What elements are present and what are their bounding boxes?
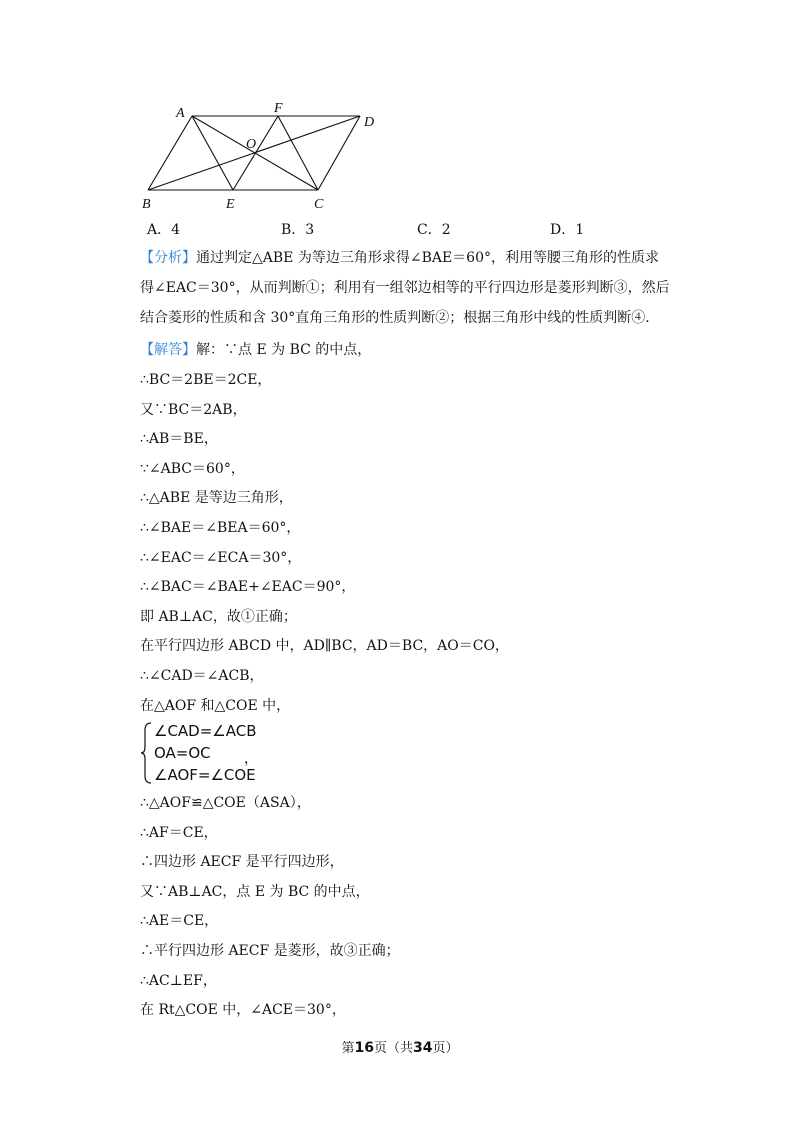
solution-first-line [140,340,371,360]
solution-line: ∴四边形 AECF 是平行四边形， [140,854,344,871]
choice-d: D．1 [550,222,585,238]
solution-line: ∴平行四边形 AECF 是菱形，故③正确； [140,943,400,959]
label-e: E [226,197,235,212]
footer-total-pages: 34 [413,1040,433,1056]
label-o: O [246,137,257,152]
analysis-tag: 【分析】 [140,250,196,266]
solution-line: ∴∠BAC＝∠BAE+∠EAC＝90°， [140,579,356,596]
segment-fe [233,116,278,190]
solution-first-text: 解：∵点 E 为 BC 的中点， [196,342,372,358]
label-b: B [142,197,151,212]
label-d: D [364,115,375,130]
solution-line: ∴AF＝CE， [140,824,218,841]
solution-line: ∴△ABE 是等边三角形， [140,490,293,507]
solution-line: ∴BC＝2BE＝2CE， [140,372,272,388]
solution-line: 即 AB⊥AC，故①正确； [140,608,297,625]
solution-line: ∴∠BAE＝∠BEA＝60°， [140,520,301,536]
solution-line: ∵∠ABC＝60°， [140,460,245,477]
solution-line: 在 Rt△COE 中，∠ACE＝30°， [140,1002,346,1019]
segment-ae [192,116,233,190]
answer-choices [147,219,707,239]
solution-line: ∴∠EAC＝∠ECA＝30°， [140,549,302,566]
segment-ab [148,116,192,190]
label-c: C [314,197,324,212]
geometry-figure [138,100,398,212]
equation-row: ∠CAD=∠ACB [154,722,257,740]
label-f: F [274,101,283,116]
analysis-paragraph [140,243,670,333]
solution-tag: 【解答】 [140,342,196,358]
solution-line: 在△AOF 和△COE 中， [140,697,291,714]
solution-line: ∴∠CAD＝∠ACB， [140,668,264,684]
solution-line: ∴AB＝BE， [140,431,218,448]
segment-dc [318,116,360,190]
solution-line: ∴△AOF≌△COE（ASA）， [140,795,311,811]
footer-prefix: 第 [341,1041,355,1056]
equation-comma: ， [244,751,258,767]
choice-b: B．3 [281,222,315,238]
choice-a: A．4 [147,222,181,238]
brace-icon [140,720,154,786]
equation-row: ∠AOF=∠COE [154,766,256,784]
solution-line: 在平行四边形 ABCD 中，AD∥BC，AD＝BC，AO＝CO， [140,638,509,655]
solution-line: ∴AE＝CE， [140,913,219,930]
equation-row: OA=OC [154,744,211,762]
label-a: A [176,106,185,121]
footer-suffix: 页） [432,1041,459,1056]
solution-line: 又∵BC＝2AB， [140,401,247,418]
footer-page-number: 16 [354,1040,374,1056]
footer-middle: 页（共 [373,1041,413,1056]
solution-line: 又∵AB⊥AC，点 E 为 BC 的中点， [140,883,370,900]
analysis-text: 通过判定△ABE 为等边三角形求得∠BAE＝60°，利用等腰三角形的性质求得∠EAC＝30°，从而判断①；利用有一组邻边相等的平行四边形是菱形判断③，然后结合菱形的性质和含 30°直角三角形的性质判断②；根据三角形中线的性质判断④. [140,250,670,326]
solution-line: ∴AC⊥EF， [140,972,217,989]
page-footer [0,1037,800,1056]
equation-rows [154,720,257,786]
segment-fc [278,116,318,190]
equation-system [140,720,340,786]
choice-c: C．2 [417,222,451,238]
